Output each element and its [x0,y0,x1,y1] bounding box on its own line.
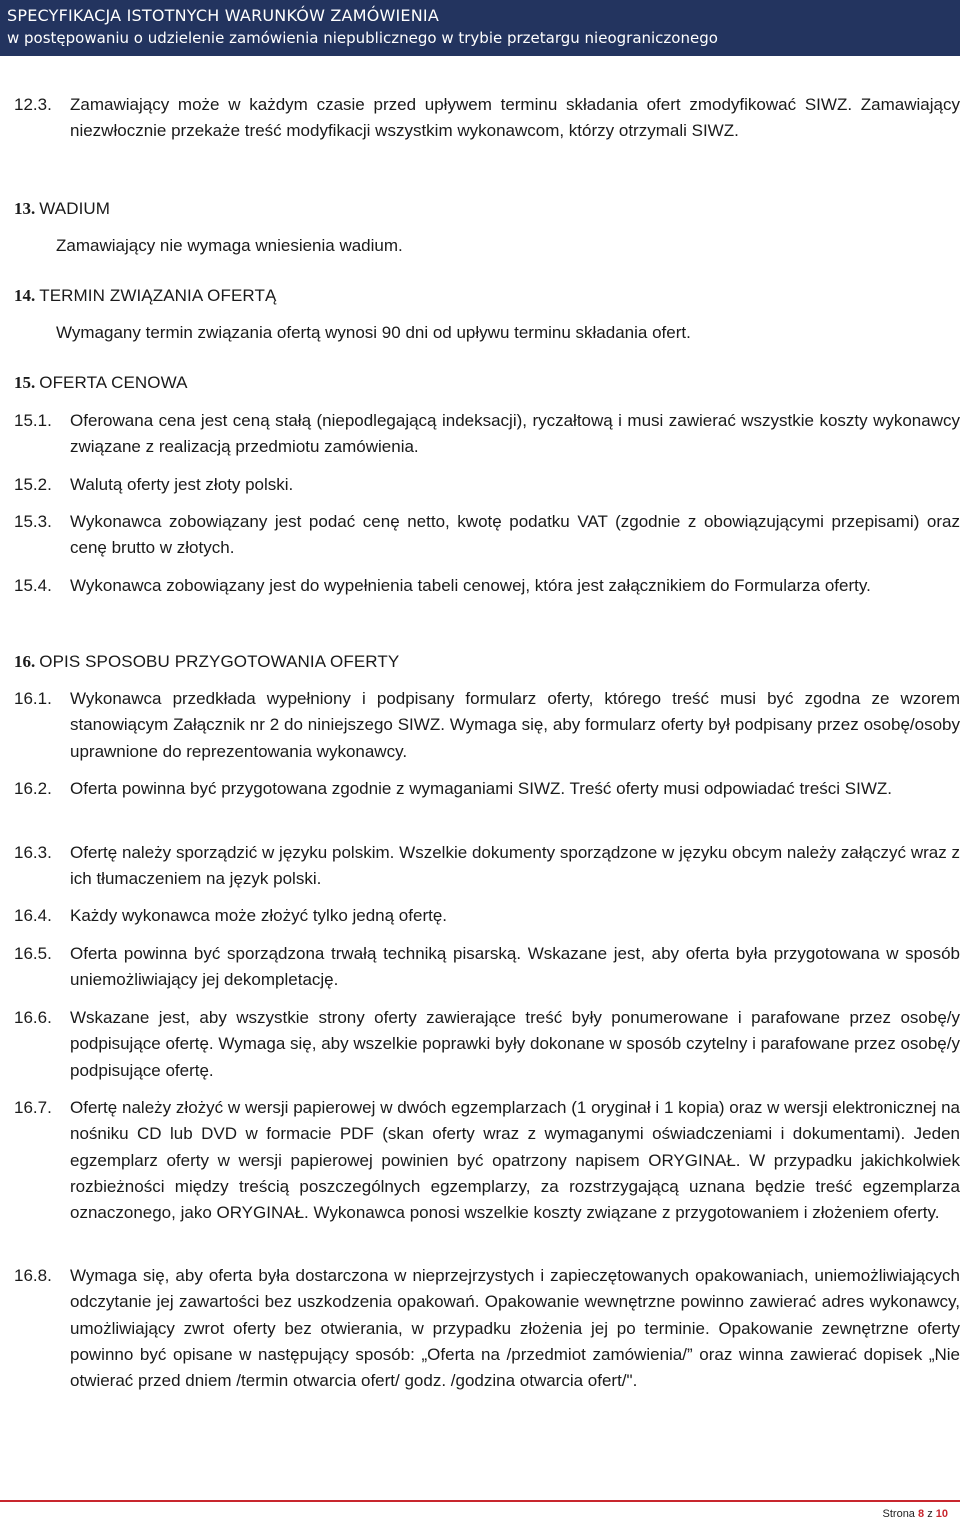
clause-number: 15.2. [14,475,52,494]
clause-number: 15.1. [14,411,52,430]
footer-divider [0,1500,960,1502]
section-13-heading [14,196,110,222]
clause-text: Ofertę należy sporządzić w języku polskim. Wszelkie dokumenty sporządzone w języku obcym należy załączyć wraz z ich tłumaczeniem na język polski. [70,843,960,889]
section-13-text: Zamawiający nie wymaga wniesienia wadium. [56,236,403,255]
section-title: OPIS SPOSOBU PRZYGOTOWANIA OFERTY [39,652,400,671]
section-number: 14. [14,286,36,305]
clause-text: Walutą oferty jest złoty polski. [70,475,294,494]
clause-number: 15.3. [14,512,52,531]
clause-number: 16.6. [14,1008,52,1027]
clause-text: Wykonawca zobowiązany jest do wypełnienia tabeli cenowej, która jest załącznikiem do Formularza oferty. [70,576,871,595]
clause-text: Każdy wykonawca może złożyć tylko jedną ofertę. [70,906,448,925]
clause-16-2 [14,776,960,802]
clause-number: 12.3. [14,95,52,114]
clause-text: Wykonawca przedkłada wypełniony i podpisany formularz oferty, którego treść musi być zgodna ze wzorem stanowiącym Załącznik nr 2 do niniejszego SIWZ. Wymaga się, aby formularz oferty był podpisany przez osobę/osoby uprawnione do reprezentowania wykonawcy. [70,689,960,761]
clause-number: 16.3. [14,843,52,862]
header-subtitle: w postępowaniu o udzielenie zamówienia niepublicznego w trybie przetargu nieograniczonego [7,29,718,47]
section-14-text: Wymagany termin związania ofertą wynosi 90 dni od upływu terminu składania ofert. [56,323,691,342]
clause-number: 16.4. [14,906,52,925]
clause-16-1 [14,686,960,765]
section-14-heading [14,283,276,309]
clause-text: Wykonawca zobowiązany jest podać cenę netto, kwotę podatku VAT (zgodnie z obowiązującymi przepisami) oraz cenę brutto w złotych. [70,512,960,558]
clause-number: 15.4. [14,576,52,595]
total-pages: 10 [935,1508,948,1520]
section-16-heading [14,649,399,675]
clause-number: 16.8. [14,1266,52,1285]
clause-text: Wskazane jest, aby wszystkie strony oferty zawierające treść były ponumerowane i parafowane przez osobę/y podpisujące ofertę. Wymaga się, aby wszelkie poprawki były dokonane w sposób czytelny i parafowane przez osobę/y podpisujące ofertę. [70,1008,960,1080]
section-15-heading [14,370,188,396]
clause-number: 16.1. [14,689,52,708]
clause-16-5 [14,941,960,994]
clause-15-2 [14,472,960,498]
clause-16-8 [14,1263,960,1394]
clause-12-3 [14,92,960,145]
section-number: 13. [14,199,36,218]
clause-text: Oferowana cena jest ceną stałą (niepodlegającą indeksacji), ryczałtową i musi zawierać wszystkie koszty wykonawcy związane z realizacją przedmiotu zamówienia. [70,411,960,457]
current-page: 8 [918,1508,925,1520]
page-separator: z [927,1508,933,1520]
clause-text: Oferta powinna być sporządzona trwałą techniką pisarską. Wskazane jest, aby oferta była przygotowana w sposób uniemożliwiający jej dekompletację. [70,944,960,990]
section-number: 16. [14,652,36,671]
clause-text: Zamawiający może w każdym czasie przed upływem terminu składania ofert zmodyfikować SIWZ. Zamawiający niezwłocznie przekaże treść modyfikacji wszystkim wykonawcom, którzy otrzymali SIWZ. [70,95,960,141]
clause-16-7 [14,1095,960,1226]
document-header [0,0,960,56]
clause-text: Wymaga się, aby oferta była dostarczona w nieprzejrzystych i zapieczętowanych opakowaniach, uniemożliwiających odczytanie jej zawartości bez uszkodzenia opakowań. Opakowanie wewnętrzne powinno zawierać adres wykonawcy, umożliwiający zwrot oferty bez otwierania, w przypadku złożenia jej po terminie. Opakowanie zewnętrzne oferty powinno być opisane w następujący sposób: „Oferta na /przedmiot zamówienia/” oraz winna zawierać dopisek „Nie otwierać przed dniem /termin otwarcia ofert/ godz. /godzina otwarcia ofert/". [70,1266,960,1391]
clause-text: Oferta powinna być przygotowana zgodnie z wymaganiami SIWZ. Treść oferty musi odpowiadać treści SIWZ. [70,779,892,798]
section-title: WADIUM [39,199,111,218]
section-title: TERMIN ZWIĄZANIA OFERTĄ [39,286,277,305]
clause-15-4 [14,573,960,599]
clause-16-3 [14,840,960,893]
page-number [883,1508,948,1520]
section-number: 15. [14,373,36,392]
section-title: OFERTA CENOWA [39,373,188,392]
clause-16-6 [14,1005,960,1084]
page-label: Strona [882,1508,915,1520]
clause-15-3 [14,509,960,562]
clause-number: 16.2. [14,779,52,798]
clause-number: 16.7. [14,1098,52,1117]
clause-text: Ofertę należy złożyć w wersji papierowej w dwóch egzemplarzach (1 oryginał i 1 kopia) oraz w wersji elektronicznej na nośniku CD lub DVD w formacie PDF (skan oferty wraz z wymaganymi oświadczeniami i dokumentami). Jeden egzemplarz oferty w wersji papierowej powinien być opatrzony napisem ORYGINAŁ. W przypadku jakichkolwiek rozbieżności między treścią poszczególnych egzemplarzy, za rozstrzygającą uznana będzie treść egzemplarza oznaczonego, jako ORYGINAŁ. Wykonawca ponosi wszelkie koszty związane z przygotowaniem i złożeniem oferty. [70,1098,960,1223]
header-title: SPECYFIKACJA ISTOTNYCH WARUNKÓW ZAMÓWIENIA [7,6,439,25]
clause-16-4 [14,903,960,929]
clause-15-1 [14,408,960,461]
clause-number: 16.5. [14,944,52,963]
